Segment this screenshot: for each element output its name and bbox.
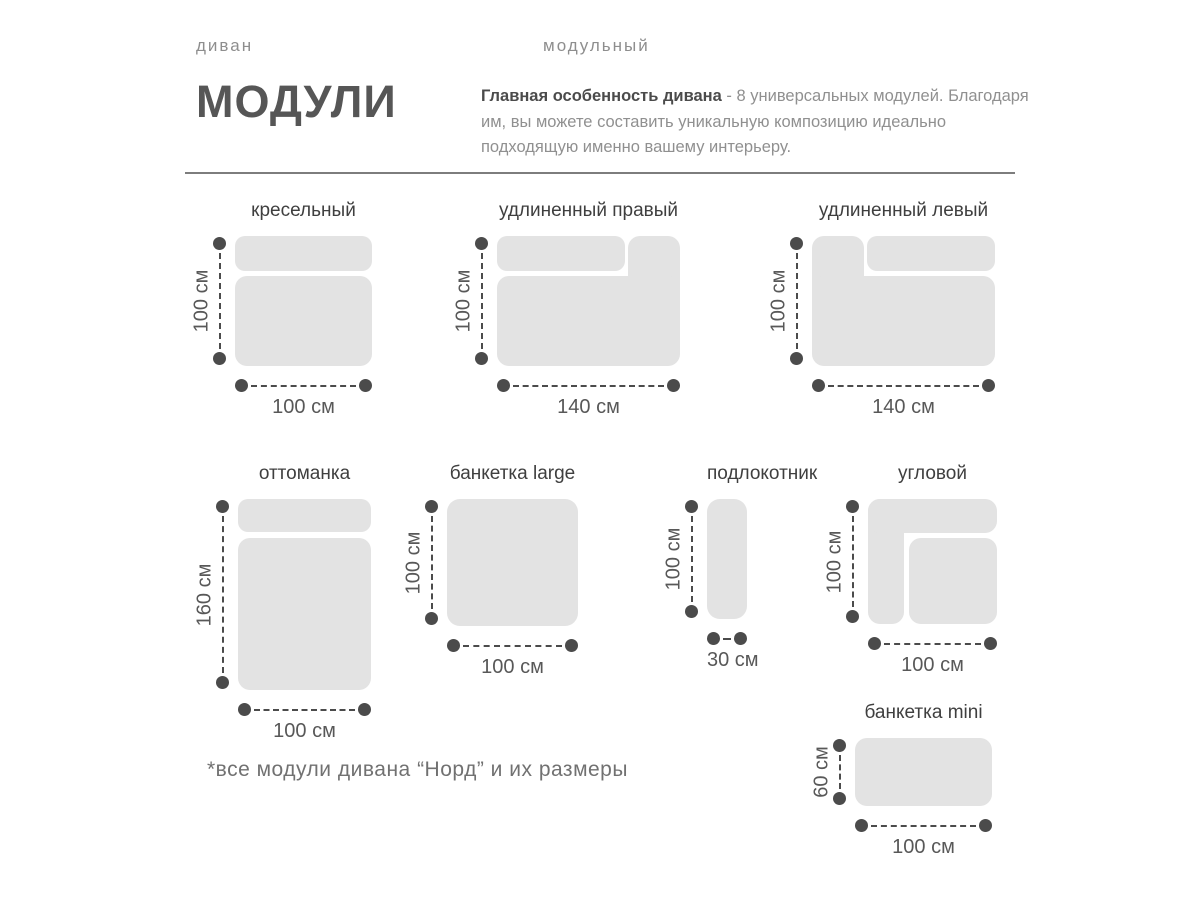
seat-shape <box>238 538 371 690</box>
module-uglovoy <box>824 463 997 677</box>
height-dimension-line <box>846 499 859 624</box>
dimension-dot <box>235 379 248 392</box>
dashed-line <box>796 253 798 349</box>
dimension-dot <box>685 605 698 618</box>
dimension-dot <box>846 610 859 623</box>
width-dimension-label: 30 см <box>707 649 759 671</box>
seat-shape <box>909 538 997 624</box>
height-dimension-line <box>425 499 438 626</box>
height-dimension-label: 100 см <box>190 269 213 333</box>
dashed-line <box>691 516 693 602</box>
height-dimension-line <box>216 499 229 690</box>
dashed-line <box>839 755 841 789</box>
dimension-dot <box>790 237 803 250</box>
dashed-line <box>884 643 981 645</box>
dimension-dot <box>667 379 680 392</box>
width-dimension-line <box>868 637 997 650</box>
height-dimension-label: 100 см <box>767 269 790 333</box>
dashed-line <box>251 385 356 387</box>
description-rest: - 8 универсальных модулей. Благодаря им, вы можете составить уникальную композицию идеально подходящую именно вашему интерьеру. <box>481 87 1029 157</box>
dimension-dot <box>565 639 578 652</box>
module-shape <box>497 236 680 366</box>
module-banketka-large <box>403 463 578 679</box>
dimension-dot <box>846 500 859 513</box>
module-shape <box>812 236 995 366</box>
module-title: банкетка large <box>449 463 576 484</box>
dimension-dot <box>475 352 488 365</box>
dimension-dot <box>425 500 438 513</box>
height-dimension-label: 100 см <box>823 530 846 593</box>
header-label-left: диван <box>196 36 254 55</box>
dashed-line <box>431 516 433 609</box>
dimension-dot <box>790 352 803 365</box>
module-banketka-mini <box>811 702 992 859</box>
dimension-dot <box>833 739 846 752</box>
module-kreselny <box>191 200 372 419</box>
width-dimension-label: 140 см <box>872 396 935 418</box>
height-dimension-line <box>213 236 226 366</box>
dimension-dot <box>216 676 229 689</box>
width-dimension-label: 100 см <box>273 720 336 742</box>
backrest-shape <box>235 236 372 271</box>
width-dimension-line <box>497 379 680 392</box>
width-dimension-label: 100 см <box>272 396 335 418</box>
dimension-dot <box>833 792 846 805</box>
dashed-line <box>219 253 221 349</box>
seat-shape <box>812 276 995 366</box>
dashed-line <box>254 709 355 711</box>
module-title: угловой <box>898 463 967 484</box>
dimension-dot <box>734 632 747 645</box>
dashed-line <box>828 385 979 387</box>
module-title: подлокотник <box>707 463 818 484</box>
backrest-shape <box>497 236 625 271</box>
height-dimension-line <box>685 499 698 619</box>
module-title: банкетка mini <box>864 702 983 723</box>
description-bold: Главная особенность дивана <box>481 87 722 105</box>
module-shape <box>707 499 747 619</box>
module-shape <box>235 236 372 366</box>
width-dimension-line <box>812 379 995 392</box>
footnote: *все модули дивана “Норд” и их размеры <box>207 758 628 781</box>
dimension-dot <box>475 237 488 250</box>
width-dimension-line <box>447 639 578 652</box>
width-dimension-line <box>238 703 371 716</box>
seat-shape <box>447 499 578 626</box>
width-dimension-line <box>855 819 992 832</box>
height-dimension-line <box>475 236 488 366</box>
divider-line <box>185 172 1015 174</box>
dashed-line <box>871 825 976 827</box>
backrest-shape <box>867 236 995 271</box>
width-dimension-line <box>235 379 372 392</box>
dimension-dot <box>497 379 510 392</box>
seat-shape <box>235 276 372 366</box>
armrest-shape <box>707 499 747 619</box>
dimension-dot <box>812 379 825 392</box>
module-shape <box>868 499 997 624</box>
module-title: удлиненный левый <box>818 200 989 221</box>
module-title: кресельный <box>251 200 356 221</box>
module-shape <box>855 738 992 806</box>
dashed-line <box>481 253 483 349</box>
dashed-line <box>463 645 562 647</box>
dashed-line <box>222 516 224 673</box>
dashed-line <box>513 385 664 387</box>
module-title: удлиненный правый <box>498 200 679 221</box>
module-shape <box>238 499 371 690</box>
dimension-dot <box>855 819 868 832</box>
height-dimension-label: 60 см <box>810 746 833 798</box>
dimension-dot <box>358 703 371 716</box>
module-udlinenny-pravy <box>453 200 680 419</box>
dimension-dot <box>213 237 226 250</box>
height-dimension-line <box>790 236 803 366</box>
dimension-dot <box>979 819 992 832</box>
dimension-dot <box>238 703 251 716</box>
dimension-dot <box>982 379 995 392</box>
dimension-dot <box>685 500 698 513</box>
height-dimension-label: 100 см <box>402 531 425 594</box>
height-dimension-line <box>833 738 846 806</box>
seat-shape <box>497 276 680 366</box>
header-label-right: модульный <box>543 36 650 55</box>
dimension-dot <box>425 612 438 625</box>
module-ottomanka <box>194 463 371 743</box>
backrest-shape <box>238 499 371 532</box>
width-dimension-label: 100 см <box>892 836 955 858</box>
dashed-line <box>852 516 854 607</box>
dimension-dot <box>707 632 720 645</box>
width-dimension-label: 140 см <box>557 396 620 418</box>
dashed-line <box>723 638 731 640</box>
module-podlokotnik <box>662 463 818 672</box>
page-title: МОДУЛИ <box>196 76 397 127</box>
dimension-dot <box>984 637 997 650</box>
width-dimension-label: 100 см <box>901 654 964 676</box>
width-dimension-label: 100 см <box>481 656 544 678</box>
module-title: оттоманка <box>258 463 351 484</box>
height-dimension-label: 100 см <box>662 527 685 591</box>
dimension-dot <box>868 637 881 650</box>
height-dimension-label: 160 см <box>193 563 216 626</box>
dimension-dot <box>216 500 229 513</box>
seat-shape <box>855 738 992 806</box>
module-udlinenny-levy <box>768 200 995 419</box>
width-dimension-line <box>707 632 747 645</box>
module-shape <box>447 499 578 626</box>
dimension-dot <box>359 379 372 392</box>
height-dimension-label: 100 см <box>452 269 475 333</box>
description <box>481 84 1029 161</box>
dimension-dot <box>213 352 226 365</box>
dimension-dot <box>447 639 460 652</box>
corner-backrest-top-shape <box>868 499 997 533</box>
